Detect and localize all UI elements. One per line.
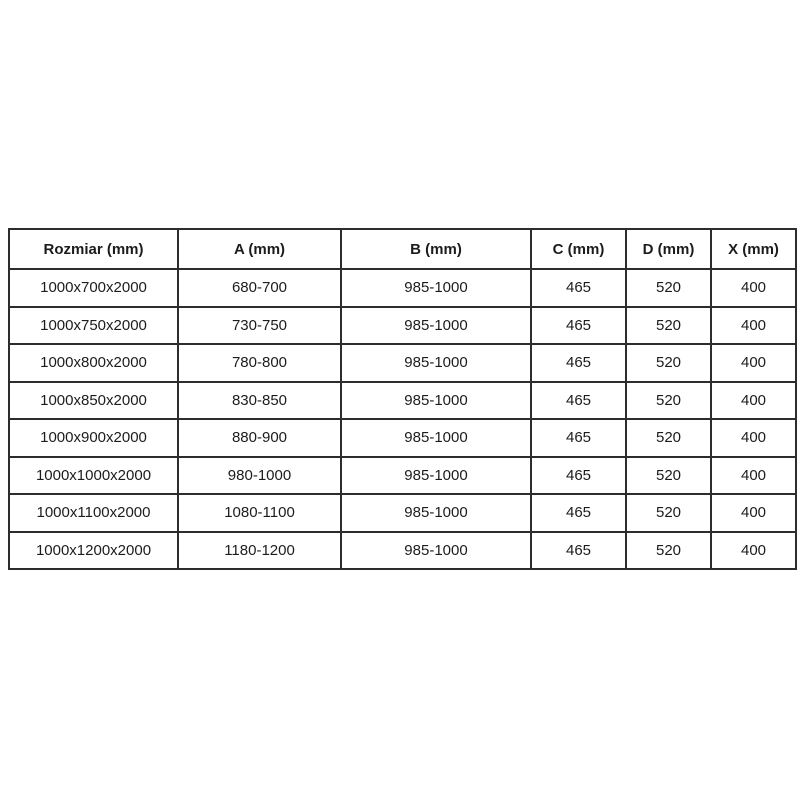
table-cell: 1000x850x2000	[9, 382, 178, 420]
table-cell: 465	[531, 419, 626, 457]
table-cell: 520	[626, 344, 711, 382]
table-cell: 880-900	[178, 419, 341, 457]
table-cell: 400	[711, 532, 796, 570]
table-cell: 680-700	[178, 269, 341, 307]
table-cell: 1080-1100	[178, 494, 341, 532]
table-cell: 985-1000	[341, 494, 531, 532]
table-cell: 985-1000	[341, 344, 531, 382]
table-cell: 520	[626, 494, 711, 532]
table-cell: 400	[711, 344, 796, 382]
header-cell: C (mm)	[531, 229, 626, 269]
table-cell: 985-1000	[341, 307, 531, 345]
header-cell: X (mm)	[711, 229, 796, 269]
table-cell: 400	[711, 494, 796, 532]
header-cell: A (mm)	[178, 229, 341, 269]
header-row	[9, 229, 796, 269]
table-row	[9, 307, 796, 345]
table-cell: 1000x1200x2000	[9, 532, 178, 570]
table-cell: 465	[531, 382, 626, 420]
table-cell: 520	[626, 457, 711, 495]
table-row	[9, 419, 796, 457]
table-cell: 1000x750x2000	[9, 307, 178, 345]
table-cell: 400	[711, 419, 796, 457]
table-cell: 465	[531, 457, 626, 495]
table-cell: 520	[626, 307, 711, 345]
table-cell: 465	[531, 532, 626, 570]
table-cell: 1000x900x2000	[9, 419, 178, 457]
header-cell: D (mm)	[626, 229, 711, 269]
table-cell: 465	[531, 307, 626, 345]
table-cell: 985-1000	[341, 382, 531, 420]
table-cell: 465	[531, 344, 626, 382]
table-row	[9, 269, 796, 307]
table-header	[9, 229, 796, 269]
dimensions-table	[8, 228, 797, 570]
table-cell: 400	[711, 269, 796, 307]
table-cell: 1000x1100x2000	[9, 494, 178, 532]
table-row	[9, 382, 796, 420]
table-cell: 985-1000	[341, 532, 531, 570]
table-cell: 730-750	[178, 307, 341, 345]
table-cell: 1180-1200	[178, 532, 341, 570]
spec-table-container	[8, 228, 795, 570]
header-cell: Rozmiar (mm)	[9, 229, 178, 269]
table-row	[9, 494, 796, 532]
table-cell: 980-1000	[178, 457, 341, 495]
table-cell: 465	[531, 494, 626, 532]
table-row	[9, 532, 796, 570]
table-cell: 465	[531, 269, 626, 307]
table-cell: 985-1000	[341, 419, 531, 457]
table-cell: 400	[711, 307, 796, 345]
table-row	[9, 457, 796, 495]
table-cell: 1000x1000x2000	[9, 457, 178, 495]
table-cell: 1000x700x2000	[9, 269, 178, 307]
table-cell: 830-850	[178, 382, 341, 420]
table-body	[9, 269, 796, 569]
table-cell: 520	[626, 419, 711, 457]
table-cell: 520	[626, 382, 711, 420]
table-cell: 520	[626, 532, 711, 570]
table-cell: 520	[626, 269, 711, 307]
table-cell: 985-1000	[341, 269, 531, 307]
table-cell: 400	[711, 382, 796, 420]
table-cell: 1000x800x2000	[9, 344, 178, 382]
table-cell: 400	[711, 457, 796, 495]
table-row	[9, 344, 796, 382]
header-cell: B (mm)	[341, 229, 531, 269]
table-cell: 780-800	[178, 344, 341, 382]
table-cell: 985-1000	[341, 457, 531, 495]
